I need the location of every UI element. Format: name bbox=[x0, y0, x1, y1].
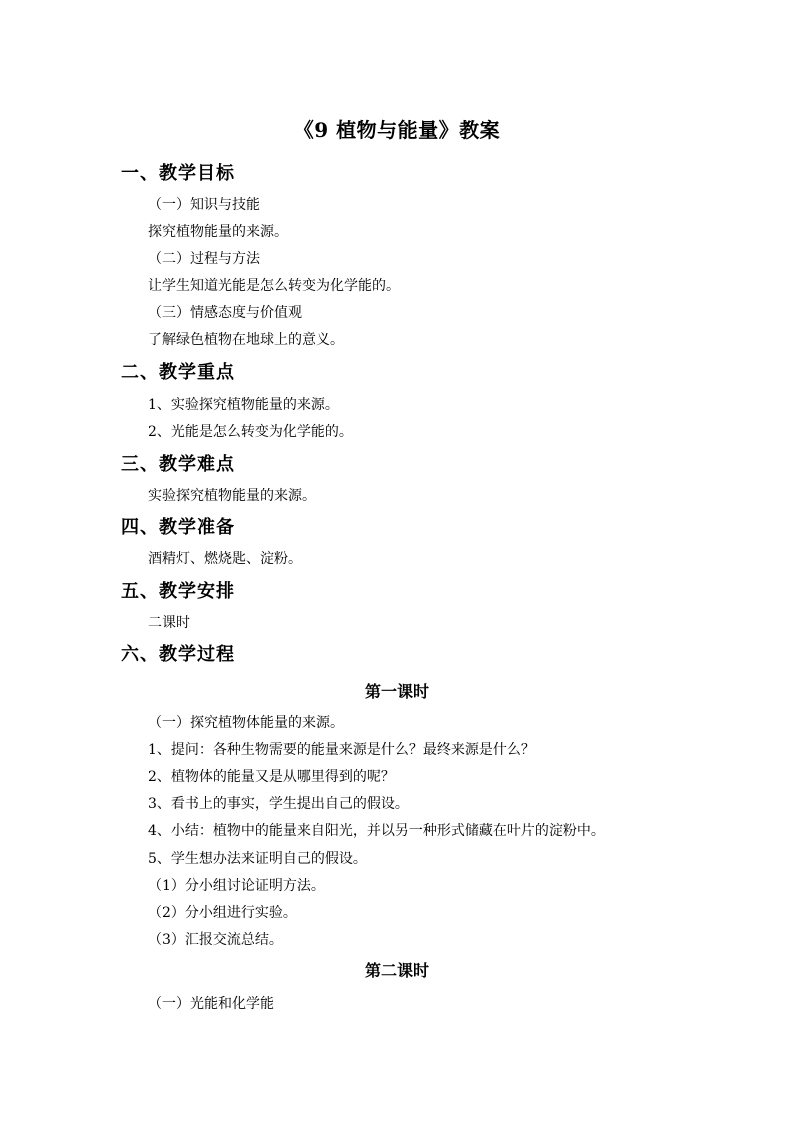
list-item: 1、实验探究植物能量的来源。 bbox=[148, 397, 339, 413]
list-item: 5、学生想办法来证明自己的假设。 bbox=[148, 851, 367, 867]
lesson-part-heading: （一）探究植物体能量的来源。 bbox=[148, 715, 344, 731]
section-heading-key-points: 二、教学重点 bbox=[121, 362, 235, 383]
paragraph-knowledge-skills: 探究植物能量的来源。 bbox=[148, 224, 288, 240]
list-item: 3、看书上的事实，学生提出自己的假设。 bbox=[148, 796, 409, 812]
list-item: 1、提问：各种生物需要的能量来源是什么？最终来源是什么？ bbox=[148, 742, 535, 758]
list-item: 2、光能是怎么转变为化学能的。 bbox=[148, 424, 353, 440]
paragraph-difficulties: 实验探究植物能量的来源。 bbox=[148, 488, 316, 504]
section-heading-difficulties: 三、教学难点 bbox=[121, 454, 235, 475]
paragraph-attitude-values: 了解绿色植物在地球上的意义。 bbox=[148, 332, 344, 348]
lesson-title-first: 第一课时 bbox=[364, 682, 429, 701]
lesson-part-heading: （一）光能和化学能 bbox=[148, 996, 274, 1012]
subheading-knowledge-skills: （一）知识与技能 bbox=[148, 197, 260, 213]
paragraph-arrangement: 二课时 bbox=[148, 615, 190, 631]
section-heading-preparation: 四、教学准备 bbox=[121, 517, 235, 538]
list-item: 4、小结：植物中的能量来自阳光，并以另一种形式储藏在叶片的淀粉中。 bbox=[148, 823, 605, 839]
subheading-attitude-values: （三）情感态度与价值观 bbox=[148, 305, 302, 321]
list-item: （2）分小组进行实验。 bbox=[148, 905, 297, 921]
section-heading-arrangement: 五、教学安排 bbox=[121, 581, 235, 602]
section-heading-objectives: 一、教学目标 bbox=[121, 163, 235, 184]
paragraph-process-method: 让学生知道光能是怎么转变为化学能的。 bbox=[148, 278, 400, 294]
document-title: 《9 植物与能量》教案 bbox=[293, 118, 501, 142]
subheading-process-method: （二）过程与方法 bbox=[148, 251, 260, 267]
section-heading-process: 六、教学过程 bbox=[121, 644, 235, 665]
list-item: （1）分小组讨论证明方法。 bbox=[148, 878, 325, 894]
list-item: 2、植物体的能量又是从哪里得到的呢？ bbox=[148, 769, 395, 785]
paragraph-preparation: 酒精灯、燃烧匙、淀粉。 bbox=[148, 551, 302, 567]
lesson-title-second: 第二课时 bbox=[364, 961, 429, 980]
list-item: （3）汇报交流总结。 bbox=[148, 932, 283, 948]
